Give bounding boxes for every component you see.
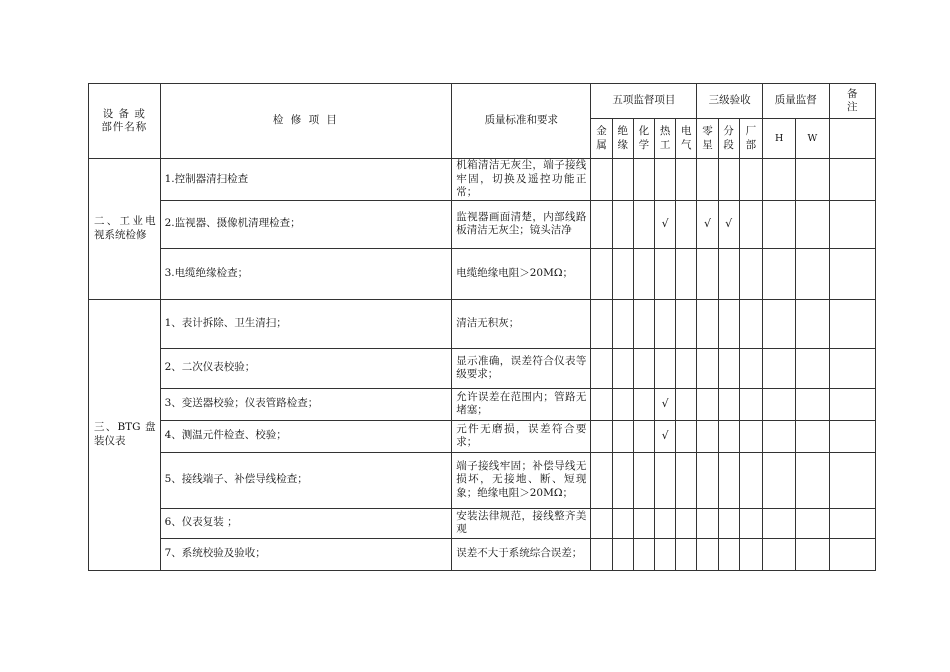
mark-cell <box>718 299 739 348</box>
table-row <box>89 159 876 201</box>
header-three-col: 零 星 <box>697 119 718 159</box>
mark-cell <box>796 452 829 508</box>
standard-cell: 端子接线牢固；补偿导线无损坏，无接地、断、短现象；绝缘电阻＞20MΩ； <box>452 452 591 508</box>
mark-cell <box>676 200 697 248</box>
mark-cell <box>762 420 795 452</box>
mark-cell <box>697 348 718 388</box>
table-row <box>89 388 876 420</box>
item-cell: 7、系统校验及验收； <box>160 538 452 570</box>
mark-cell <box>676 299 697 348</box>
item-cell: 6、仪表复装 ； <box>160 508 452 538</box>
standard-cell: 机箱清洁无灰尘，端子接线牢固，切换及遥控功能正常； <box>452 159 591 201</box>
item-cell: 1.控制器清扫检查 <box>160 159 452 201</box>
mark-cell <box>796 348 829 388</box>
standard-cell: 安装法律规范，接线整齐美观 <box>452 508 591 538</box>
mark-cell <box>718 159 739 201</box>
mark-cell <box>591 508 612 538</box>
mark-cell <box>676 159 697 201</box>
mark-cell <box>762 388 795 420</box>
mark-cell <box>796 248 829 299</box>
item-cell: 5、接线端子、补偿导线检查； <box>160 452 452 508</box>
item-cell: 1、表计拆除、卫生清扫； <box>160 299 452 348</box>
mark-cell <box>762 248 795 299</box>
mark-cell <box>654 452 675 508</box>
mark-cell <box>829 508 875 538</box>
mark-cell <box>676 538 697 570</box>
standard-cell: 允许误差在范围内；管路无堵塞； <box>452 388 591 420</box>
mark-cell <box>829 452 875 508</box>
mark-cell <box>654 508 675 538</box>
mark-cell <box>612 348 633 388</box>
mark-cell <box>591 248 612 299</box>
mark-cell <box>739 248 762 299</box>
mark-cell <box>591 159 612 201</box>
mark-cell <box>697 452 718 508</box>
header-five-supervision: 五项监督项目 <box>591 84 697 119</box>
mark-cell <box>676 248 697 299</box>
table-row <box>89 538 876 570</box>
standard-cell: 监视器画面清楚，内部线路板清洁无灰尘；镜头洁净 <box>452 200 591 248</box>
mark-cell <box>739 159 762 201</box>
mark-cell <box>796 159 829 201</box>
header-five-col: 电 气 <box>676 119 697 159</box>
header-three-acceptance: 三级验收 <box>697 84 763 119</box>
mark-cell <box>829 248 875 299</box>
header-quality-col: H <box>762 119 795 159</box>
mark-cell <box>829 538 875 570</box>
check-mark: √ <box>697 200 718 248</box>
mark-cell <box>739 452 762 508</box>
category-cell: 三、BTG 盘装仪表 <box>89 299 161 570</box>
mark-cell <box>676 388 697 420</box>
mark-cell <box>633 299 654 348</box>
mark-cell <box>654 299 675 348</box>
category-cell: 二、工业电视系统检修 <box>89 159 161 300</box>
header-remark: 备 注 <box>829 84 875 119</box>
mark-cell <box>739 348 762 388</box>
header-five-col: 热 工 <box>654 119 675 159</box>
item-cell: 3、变送器校验；仪表管路检查； <box>160 388 452 420</box>
table-row <box>89 452 876 508</box>
mark-cell <box>654 538 675 570</box>
mark-cell <box>591 388 612 420</box>
mark-cell <box>697 388 718 420</box>
mark-cell <box>612 538 633 570</box>
header-quality-supervision: 质量监督 <box>762 84 829 119</box>
mark-cell <box>796 299 829 348</box>
mark-cell <box>796 538 829 570</box>
mark-cell <box>718 508 739 538</box>
mark-cell <box>697 248 718 299</box>
mark-cell <box>633 248 654 299</box>
mark-cell <box>829 159 875 201</box>
header-three-col: 厂 部 <box>739 119 762 159</box>
mark-cell <box>739 420 762 452</box>
mark-cell <box>612 452 633 508</box>
mark-cell <box>829 299 875 348</box>
mark-cell <box>633 200 654 248</box>
mark-cell <box>829 348 875 388</box>
mark-cell <box>697 420 718 452</box>
mark-cell <box>718 348 739 388</box>
standard-cell: 误差不大于系统综合误差； <box>452 538 591 570</box>
header-remark-blank <box>829 119 875 159</box>
standard-cell: 电缆绝缘电阻＞20MΩ； <box>452 248 591 299</box>
mark-cell <box>829 388 875 420</box>
mark-cell <box>591 538 612 570</box>
mark-cell <box>762 508 795 538</box>
header-equipment: 设 备 或 部件名称 <box>89 84 161 159</box>
item-cell: 2.监视器、摄像机清理检查； <box>160 200 452 248</box>
mark-cell <box>633 508 654 538</box>
mark-cell <box>633 159 654 201</box>
header-five-col: 化 学 <box>633 119 654 159</box>
mark-cell <box>762 159 795 201</box>
mark-cell <box>654 348 675 388</box>
table-row <box>89 200 876 248</box>
mark-cell <box>676 452 697 508</box>
mark-cell <box>591 452 612 508</box>
mark-cell <box>612 508 633 538</box>
header-standard: 质量标准和要求 <box>452 84 591 159</box>
mark-cell <box>697 299 718 348</box>
mark-cell <box>612 299 633 348</box>
mark-cell <box>612 248 633 299</box>
maintenance-table <box>88 83 876 571</box>
mark-cell <box>654 248 675 299</box>
mark-cell <box>762 538 795 570</box>
table-row <box>89 248 876 299</box>
mark-cell <box>718 538 739 570</box>
mark-cell <box>762 200 795 248</box>
mark-cell <box>829 420 875 452</box>
mark-cell <box>762 348 795 388</box>
mark-cell <box>739 508 762 538</box>
mark-cell <box>633 348 654 388</box>
check-mark: √ <box>654 200 675 248</box>
mark-cell <box>739 200 762 248</box>
mark-cell <box>718 452 739 508</box>
table-row <box>89 420 876 452</box>
mark-cell <box>697 538 718 570</box>
mark-cell <box>762 299 795 348</box>
table-row <box>89 299 876 348</box>
mark-cell <box>633 420 654 452</box>
mark-cell <box>796 508 829 538</box>
check-mark: √ <box>718 200 739 248</box>
header-item: 检 修 项 目 <box>160 84 452 159</box>
mark-cell <box>676 508 697 538</box>
mark-cell <box>633 452 654 508</box>
mark-cell <box>612 159 633 201</box>
mark-cell <box>612 200 633 248</box>
header-quality-col: W <box>796 119 829 159</box>
mark-cell <box>697 159 718 201</box>
item-cell: 2、二次仪表校验； <box>160 348 452 388</box>
table-body <box>89 159 876 571</box>
table-row <box>89 508 876 538</box>
mark-cell <box>718 388 739 420</box>
mark-cell <box>591 299 612 348</box>
mark-cell <box>591 420 612 452</box>
mark-cell <box>612 420 633 452</box>
mark-cell <box>829 200 875 248</box>
mark-cell <box>676 348 697 388</box>
mark-cell <box>718 420 739 452</box>
mark-cell <box>762 452 795 508</box>
mark-cell <box>796 200 829 248</box>
mark-cell <box>718 248 739 299</box>
header-five-col: 绝 缘 <box>612 119 633 159</box>
table-row <box>89 348 876 388</box>
mark-cell <box>591 348 612 388</box>
mark-cell <box>796 388 829 420</box>
standard-cell: 元件无磨损，误差符合要求； <box>452 420 591 452</box>
check-mark: √ <box>654 420 675 452</box>
header-five-col: 金 属 <box>591 119 612 159</box>
mark-cell <box>591 200 612 248</box>
standard-cell: 清洁无积灰； <box>452 299 591 348</box>
mark-cell <box>796 420 829 452</box>
mark-cell <box>697 508 718 538</box>
mark-cell <box>739 299 762 348</box>
item-cell: 3.电缆绝缘检查； <box>160 248 452 299</box>
mark-cell <box>676 420 697 452</box>
mark-cell <box>633 388 654 420</box>
standard-cell: 显示准确，误差符合仪表等级要求； <box>452 348 591 388</box>
mark-cell <box>654 159 675 201</box>
check-mark: √ <box>654 388 675 420</box>
header-three-col: 分 段 <box>718 119 739 159</box>
mark-cell <box>612 388 633 420</box>
mark-cell <box>739 388 762 420</box>
mark-cell <box>739 538 762 570</box>
mark-cell <box>633 538 654 570</box>
item-cell: 4、测温元件检查、校验； <box>160 420 452 452</box>
